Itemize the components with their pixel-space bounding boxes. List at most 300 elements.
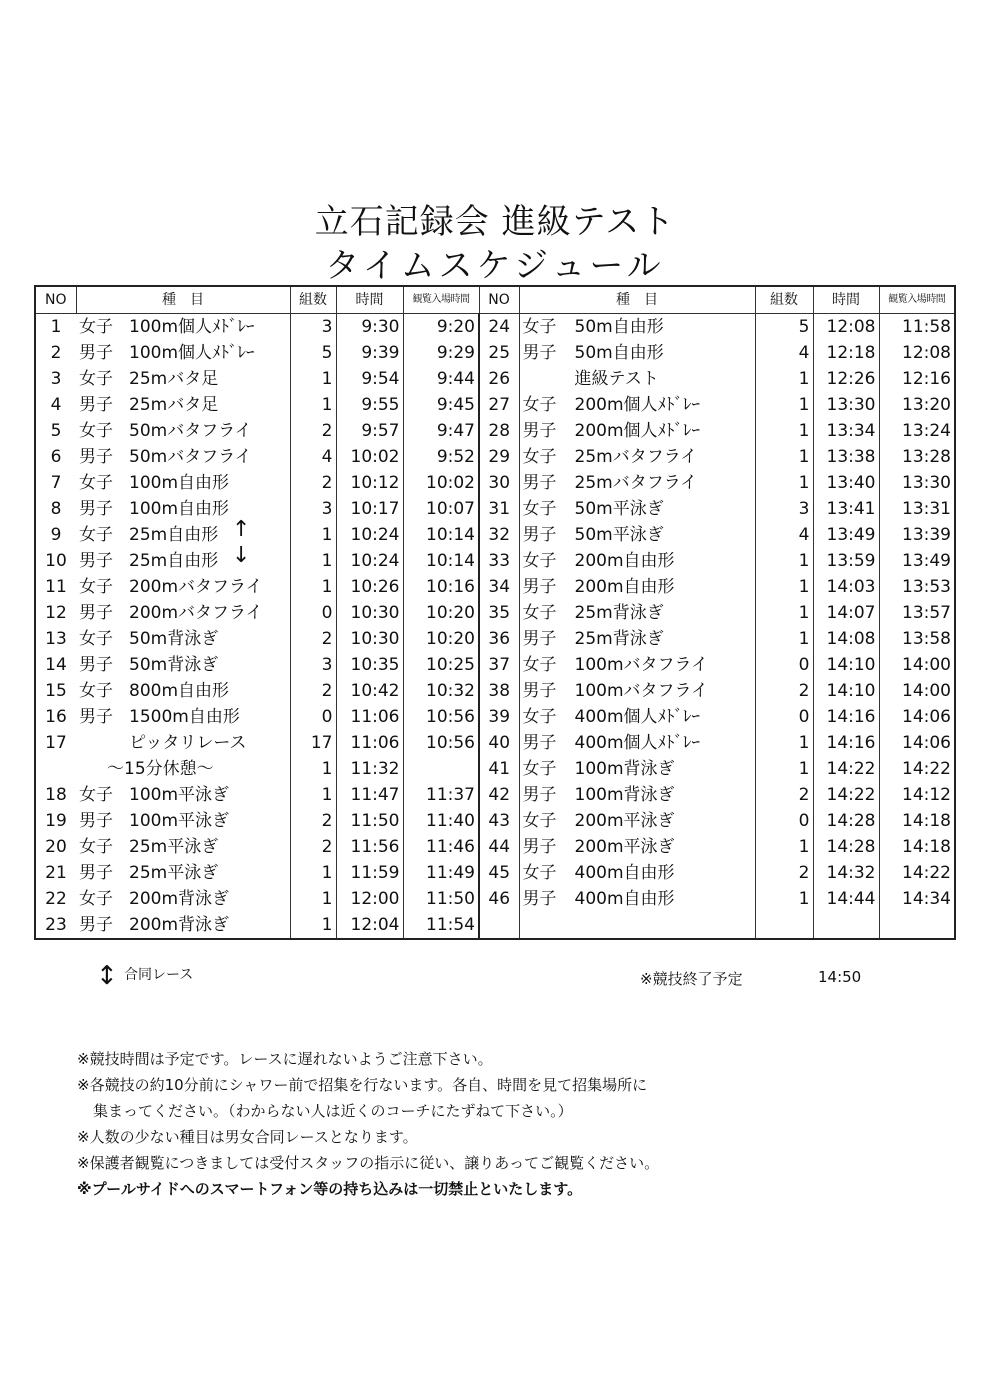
event-time: 14:22 (813, 782, 879, 808)
event-time: 10:42 (336, 678, 403, 704)
event-time: 9:55 (336, 392, 403, 418)
event-cell (76, 652, 290, 678)
event-no: 41 (479, 756, 519, 782)
event-no: 40 (479, 730, 519, 756)
event-entry-time: 10:32 (403, 678, 479, 704)
event-gender: 女子 (79, 369, 113, 389)
event-name: 25m背泳ぎ (574, 603, 664, 623)
event-cell (76, 704, 290, 730)
event-groups: 0 (755, 808, 813, 834)
event-gender: 男子 (79, 395, 113, 415)
event-groups: 1 (290, 392, 336, 418)
event-time: 9:54 (336, 366, 403, 392)
event-entry-time: 10:14 (403, 522, 479, 548)
event-no: 8 (35, 496, 76, 522)
end-time-value: 14:50 (818, 968, 862, 986)
event-entry-time: 10:20 (403, 626, 479, 652)
event-gender: 男子 (522, 889, 557, 909)
event-groups: 2 (290, 626, 336, 652)
event-entry-time: 14:22 (879, 860, 955, 886)
event-cell (519, 340, 755, 366)
event-groups: 1 (290, 756, 336, 782)
event-name: 200m背泳ぎ (129, 915, 230, 935)
note-line: ※人数の少ない種目は男女合同レースとなります。 (77, 1128, 418, 1146)
event-entry-time: 10:14 (403, 548, 479, 574)
event-groups: 0 (290, 600, 336, 626)
event-no: 29 (479, 444, 519, 470)
event-entry-time: 13:24 (879, 418, 955, 444)
event-gender: 女子 (79, 889, 113, 909)
event-gender: 男子 (79, 551, 113, 571)
event-groups: 1 (755, 574, 813, 600)
event-cell (519, 574, 755, 600)
legend-label: 合同レース (124, 967, 194, 983)
event-name: ～15分休憩～ (107, 759, 214, 779)
table-row (35, 522, 955, 548)
event-entry-time: 9:44 (403, 366, 479, 392)
event-entry-time: 14:06 (879, 730, 955, 756)
event-gender: 女子 (522, 811, 557, 831)
event-groups: 1 (755, 366, 813, 392)
event-gender: 女子 (79, 681, 113, 701)
event-cell (519, 704, 755, 730)
event-groups: 1 (290, 912, 336, 939)
event-time: 14:10 (813, 678, 879, 704)
event-groups: 1 (290, 522, 336, 548)
event-name: 25m自由形 (129, 525, 219, 545)
event-gender: 男子 (79, 811, 113, 831)
event-entry-time: 14:00 (879, 652, 955, 678)
event-name: 200mバタフライ (129, 603, 263, 623)
event-entry-time: 11:46 (403, 834, 479, 860)
event-entry-time: 12:16 (879, 366, 955, 392)
event-entry-time: 13:53 (879, 574, 955, 600)
event-time: 14:08 (813, 626, 879, 652)
table-row (35, 730, 955, 756)
event-entry-time: 13:20 (879, 392, 955, 418)
event-time: 11:47 (336, 782, 403, 808)
event-time: 11:59 (336, 860, 403, 886)
event-no: 34 (479, 574, 519, 600)
event-groups: 3 (290, 496, 336, 522)
event-no: 6 (35, 444, 76, 470)
event-entry-time: 13:57 (879, 600, 955, 626)
event-gender: 男子 (522, 343, 557, 363)
event-cell (519, 626, 755, 652)
event-entry-time: 12:08 (879, 340, 955, 366)
event-groups: 2 (755, 860, 813, 886)
event-gender: 男子 (79, 343, 113, 363)
event-groups: 1 (290, 574, 336, 600)
event-name: 400m自由形 (574, 863, 675, 883)
note-line: ※競技時間は予定です。レースに遅れないようご注意下さい。 (77, 1050, 493, 1068)
event-cell (519, 756, 755, 782)
event-entry-time: 10:56 (403, 730, 479, 756)
event-gender: 男子 (79, 915, 113, 935)
header-time: 時間 (336, 286, 403, 314)
event-gender: 男子 (79, 603, 113, 623)
event-no: 15 (35, 678, 76, 704)
event-entry-time: 13:58 (879, 626, 955, 652)
event-no: 39 (479, 704, 519, 730)
page-title: 立石記録会 進級テスト (314, 202, 676, 242)
table-row (35, 574, 955, 600)
event-entry-time: 14:00 (879, 678, 955, 704)
event-time: 14:07 (813, 600, 879, 626)
event-gender: 女子 (522, 603, 557, 623)
event-no: 31 (479, 496, 519, 522)
event-groups: 1 (755, 730, 813, 756)
event-name: 200m個人ﾒﾄﾞﾚｰ (574, 395, 701, 415)
event-entry-time: 11:50 (403, 886, 479, 912)
event-cell (76, 678, 290, 704)
event-gender: 男子 (522, 629, 557, 649)
event-no: 7 (35, 470, 76, 496)
event-no: 33 (479, 548, 519, 574)
event-gender: 男子 (79, 447, 113, 467)
event-name: 200m背泳ぎ (129, 889, 230, 909)
event-gender: 男子 (522, 733, 557, 753)
event-name: 200m個人ﾒﾄﾞﾚｰ (574, 421, 701, 441)
event-time: 10:35 (336, 652, 403, 678)
event-name: 25mバタフライ (574, 447, 698, 467)
event-entry-time (879, 912, 955, 939)
event-gender: 女子 (522, 863, 557, 883)
event-groups: 1 (755, 834, 813, 860)
event-entry-time: 10:02 (403, 470, 479, 496)
event-time: 9:39 (336, 340, 403, 366)
event-groups: 1 (755, 600, 813, 626)
event-no: 23 (35, 912, 76, 939)
event-no: 30 (479, 470, 519, 496)
event-entry-time: 14:18 (879, 808, 955, 834)
event-entry-time: 11:40 (403, 808, 479, 834)
event-groups: 3 (290, 314, 336, 341)
event-groups: 1 (755, 548, 813, 574)
event-gender: 男子 (79, 863, 113, 883)
event-entry-time: 13:39 (879, 522, 955, 548)
event-entry-time: 13:30 (879, 470, 955, 496)
table-row (35, 314, 955, 341)
event-name: 25mバタフライ (574, 473, 698, 493)
table-row (35, 678, 955, 704)
table-row (35, 366, 955, 392)
event-cell (519, 522, 755, 548)
event-no: 25 (479, 340, 519, 366)
event-time: 14:03 (813, 574, 879, 600)
event-name: 100m平泳ぎ (129, 785, 230, 805)
event-entry-time: 9:52 (403, 444, 479, 470)
event-entry-time: 13:31 (879, 496, 955, 522)
event-entry-time: 9:47 (403, 418, 479, 444)
event-name: 50m自由形 (574, 317, 664, 337)
header-groups: 組数 (290, 286, 336, 314)
event-name: 50m背泳ぎ (129, 655, 219, 675)
event-name: 25m平泳ぎ (129, 837, 219, 857)
event-entry-time: 9:20 (403, 314, 479, 341)
event-gender: 女子 (522, 551, 557, 571)
event-time: 11:06 (336, 704, 403, 730)
event-groups: 4 (755, 522, 813, 548)
event-groups: 2 (755, 782, 813, 808)
table-row (35, 496, 955, 522)
event-name: 200mバタフライ (129, 577, 263, 597)
event-no: 45 (479, 860, 519, 886)
double-arrow-icon: ↕ (96, 961, 118, 991)
note-line: 集まってください。（わからない人は近くのコーチにたずねて下さい。） (93, 1102, 573, 1120)
table-row (35, 600, 955, 626)
event-time: 10:30 (336, 600, 403, 626)
event-time: 10:30 (336, 626, 403, 652)
event-time: 13:41 (813, 496, 879, 522)
event-no: 43 (479, 808, 519, 834)
event-name: ピッタリレース (129, 733, 247, 753)
event-name: 25m自由形 (129, 551, 219, 571)
event-cell (519, 678, 755, 704)
event-gender: 女子 (79, 473, 113, 493)
event-time: 9:57 (336, 418, 403, 444)
event-no: 46 (479, 886, 519, 912)
table-row (35, 418, 955, 444)
event-no: 10 (35, 548, 76, 574)
event-cell (76, 912, 290, 939)
event-name: 100m自由形 (129, 473, 230, 493)
event-time: 10:12 (336, 470, 403, 496)
header-event-right: 種 目 (519, 286, 755, 314)
event-entry-time: 14:12 (879, 782, 955, 808)
event-no: 37 (479, 652, 519, 678)
event-entry-time: 10:25 (403, 652, 479, 678)
event-time: 9:30 (336, 314, 403, 341)
event-no (35, 756, 76, 782)
event-no: 26 (479, 366, 519, 392)
event-time: 10:17 (336, 496, 403, 522)
event-groups: 1 (755, 626, 813, 652)
event-gender: 男子 (79, 499, 113, 519)
event-name: 400m個人ﾒﾄﾞﾚｰ (574, 707, 701, 727)
event-groups: 0 (290, 704, 336, 730)
event-name: 800m自由形 (129, 681, 230, 701)
event-groups: 5 (755, 314, 813, 341)
table-row (35, 808, 955, 834)
event-no: 38 (479, 678, 519, 704)
event-entry-time: 13:28 (879, 444, 955, 470)
event-entry-time: 13:49 (879, 548, 955, 574)
event-name: 25mバタ足 (129, 395, 219, 415)
header-time-right: 時間 (813, 286, 879, 314)
header-entry-time: 観覧入場時間 (403, 286, 479, 314)
event-cell (76, 392, 290, 418)
event-entry-time: 14:34 (879, 886, 955, 912)
event-name: 100m個人ﾒﾄﾞﾚｰ (129, 317, 255, 337)
event-name: 50m背泳ぎ (129, 629, 219, 649)
event-gender: 女子 (79, 577, 113, 597)
event-entry-time: 14:18 (879, 834, 955, 860)
joint-race-down-arrow-icon: ↓ (232, 543, 251, 568)
event-cell (76, 548, 290, 574)
event-cell (76, 522, 290, 548)
event-time (813, 912, 879, 939)
schedule-table (34, 285, 956, 940)
event-cell (76, 808, 290, 834)
event-time: 14:28 (813, 808, 879, 834)
event-cell (519, 782, 755, 808)
event-gender: 女子 (79, 421, 113, 441)
event-groups: 2 (755, 678, 813, 704)
event-groups: 1 (290, 886, 336, 912)
event-gender: 女子 (522, 759, 557, 779)
note-line: ※各競技の約10分前にシャワー前で招集を行ないます。各自、時間を見て招集場所に (77, 1076, 648, 1094)
event-entry-time (403, 756, 479, 782)
event-entry-time: 10:16 (403, 574, 479, 600)
event-no: 21 (35, 860, 76, 886)
event-time: 11:32 (336, 756, 403, 782)
event-cell (519, 600, 755, 626)
header-row (35, 286, 955, 314)
event-time: 11:50 (336, 808, 403, 834)
event-entry-time: 11:37 (403, 782, 479, 808)
event-entry-time: 9:29 (403, 340, 479, 366)
event-cell (519, 652, 755, 678)
event-gender: 女子 (522, 499, 557, 519)
event-gender: 女子 (79, 837, 113, 857)
event-cell (519, 418, 755, 444)
event-gender: 女子 (79, 317, 113, 337)
event-name: 50mバタフライ (129, 421, 252, 441)
event-gender: 男子 (79, 655, 113, 675)
event-groups (755, 912, 813, 939)
event-time: 14:10 (813, 652, 879, 678)
event-time: 12:18 (813, 340, 879, 366)
event-entry-time: 11:49 (403, 860, 479, 886)
event-no: 14 (35, 652, 76, 678)
event-time: 10:26 (336, 574, 403, 600)
event-entry-time: 10:07 (403, 496, 479, 522)
table-row (35, 652, 955, 678)
event-cell (76, 834, 290, 860)
event-name: 25m平泳ぎ (129, 863, 219, 883)
event-time: 12:04 (336, 912, 403, 939)
event-gender: 女子 (79, 785, 113, 805)
event-time: 11:06 (336, 730, 403, 756)
event-cell (76, 444, 290, 470)
event-no: 3 (35, 366, 76, 392)
event-name: 400m自由形 (574, 889, 675, 909)
event-time: 14:16 (813, 704, 879, 730)
event-no: 20 (35, 834, 76, 860)
event-no: 35 (479, 600, 519, 626)
event-time: 14:32 (813, 860, 879, 886)
event-time: 10:02 (336, 444, 403, 470)
event-gender: 男子 (522, 577, 557, 597)
event-cell (519, 444, 755, 470)
event-entry-time: 10:56 (403, 704, 479, 730)
event-name: 100m自由形 (129, 499, 230, 519)
event-name: 200m平泳ぎ (574, 837, 675, 857)
event-name: 100m平泳ぎ (129, 811, 230, 831)
event-groups: 0 (755, 704, 813, 730)
event-cell (519, 730, 755, 756)
event-groups: 2 (290, 808, 336, 834)
event-time: 14:44 (813, 886, 879, 912)
event-cell (76, 496, 290, 522)
event-no: 13 (35, 626, 76, 652)
table-row (35, 860, 955, 886)
table-row (35, 834, 955, 860)
event-no: 32 (479, 522, 519, 548)
table-row (35, 782, 955, 808)
event-name: 200m平泳ぎ (574, 811, 675, 831)
table-row (35, 340, 955, 366)
event-gender: 女子 (79, 525, 113, 545)
event-name: 1500m自由形 (129, 707, 240, 727)
event-gender: 女子 (522, 707, 557, 727)
event-no: 22 (35, 886, 76, 912)
event-cell (76, 470, 290, 496)
end-time-label: ※競技終了予定 (640, 970, 743, 988)
event-cell (76, 314, 290, 341)
event-time: 12:08 (813, 314, 879, 341)
event-cell (76, 860, 290, 886)
event-cell (519, 548, 755, 574)
event-name: 25m背泳ぎ (574, 629, 664, 649)
table-row (35, 626, 955, 652)
header-no: NO (35, 286, 76, 314)
event-time: 13:59 (813, 548, 879, 574)
event-groups: 17 (290, 730, 336, 756)
event-no: 24 (479, 314, 519, 341)
event-name: 50m平泳ぎ (574, 499, 664, 519)
event-gender: 女子 (79, 629, 113, 649)
event-groups: 1 (755, 886, 813, 912)
event-groups: 1 (290, 782, 336, 808)
event-groups: 1 (290, 548, 336, 574)
event-time: 13:38 (813, 444, 879, 470)
event-cell (76, 340, 290, 366)
event-groups: 4 (755, 340, 813, 366)
event-groups: 3 (290, 652, 336, 678)
table-row (35, 392, 955, 418)
event-time: 12:00 (336, 886, 403, 912)
event-groups: 1 (290, 860, 336, 886)
event-gender: 男子 (522, 421, 557, 441)
event-name: 進級テスト (574, 369, 659, 389)
event-cell (76, 756, 290, 782)
event-entry-time: 14:06 (879, 704, 955, 730)
event-cell (519, 314, 755, 341)
event-no: 12 (35, 600, 76, 626)
event-groups: 1 (755, 392, 813, 418)
event-name: 100m背泳ぎ (574, 759, 675, 779)
event-no: 19 (35, 808, 76, 834)
event-name: 100mバタフライ (574, 681, 708, 701)
event-gender: 男子 (522, 785, 557, 805)
event-time: 14:22 (813, 756, 879, 782)
event-groups: 4 (290, 444, 336, 470)
table-row (35, 548, 955, 574)
event-name: 100m背泳ぎ (574, 785, 675, 805)
event-groups: 2 (290, 678, 336, 704)
event-name: 50mバタフライ (129, 447, 252, 467)
event-no: 16 (35, 704, 76, 730)
table-row (35, 444, 955, 470)
header-event: 種 目 (76, 286, 290, 314)
notes (77, 1046, 659, 1202)
event-no: 17 (35, 730, 76, 756)
event-cell (519, 496, 755, 522)
end-time (640, 968, 862, 989)
table-row (35, 704, 955, 730)
